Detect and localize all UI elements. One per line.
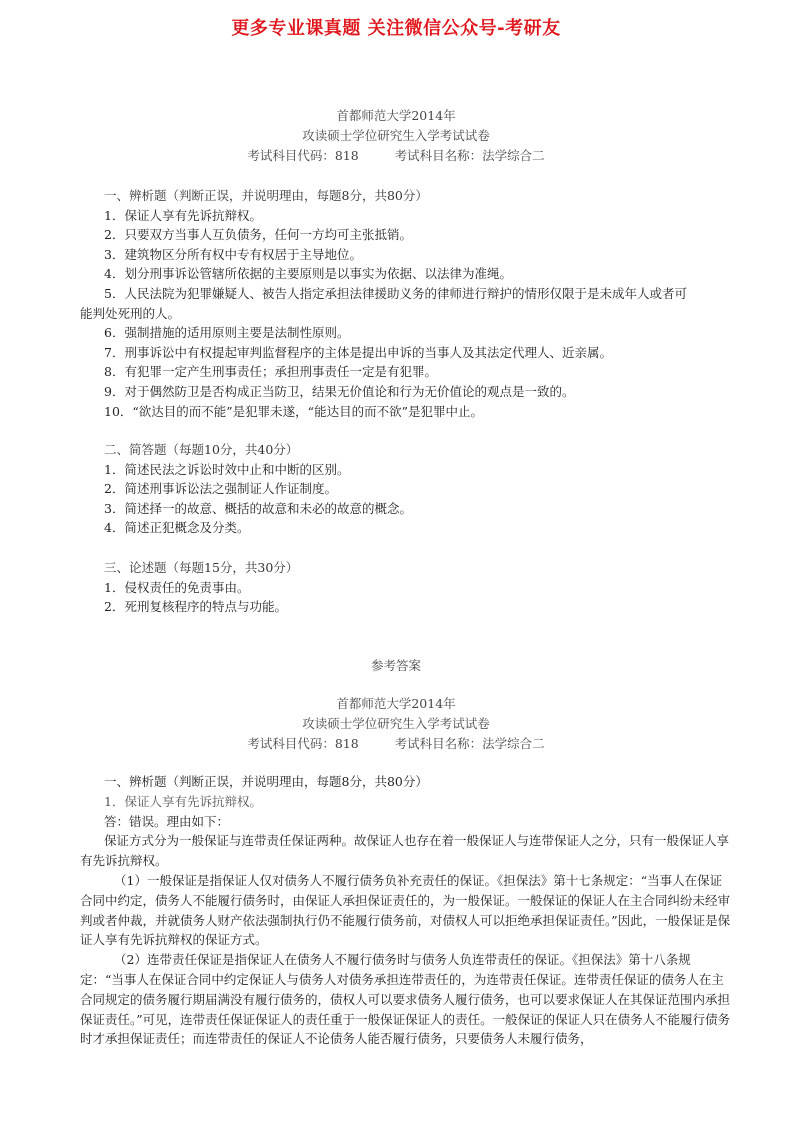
question-item: 1．保证人享有先诉抗辩权。: [104, 207, 262, 223]
exam-header: [0, 106, 792, 166]
question-item: 3．简述择一的故意、概括的故意和未必的故意的概念。: [104, 500, 412, 516]
question-item: 1．侵权责任的免责事由。: [104, 579, 250, 595]
answer-paragraph: （1）一般保证是指保证人仅对债务人不履行债务负补充责任的保证。《担保法》第十七条规定：“当事人在保证合同中约定，债务人不能履行债务时，由保证人承担保证责任的，为一般保证。一般保证的保证人在主合同纠纷未经审判或者仲裁，并就债务人财产依法强制执行仍不能履行债务前，对债权人可以拒绝承担保证责任。”因此，一般保证是保证人享有先诉抗辩权的保证方式。: [80, 872, 731, 948]
subject-name: 考试科目名称：法学综合二: [394, 148, 545, 163]
exam-header-repeat: [0, 694, 792, 754]
promo-banner: 更多专业课真题 关注微信公众号-考研友: [231, 18, 561, 39]
answers-title: 参考答案: [370, 658, 421, 673]
university-year: 首都师范大学2014年: [336, 696, 456, 711]
question-item: 6．强制措施的适用原则主要是法制性原则。: [104, 325, 350, 341]
exam-code-line: [0, 734, 792, 754]
section-heading: 三、论述题（每题15分，共30分）: [104, 560, 299, 575]
answer-verdict: 答：错误。理由如下：: [104, 813, 230, 829]
question-item: 2．简述刑事诉讼法之强制证人作证制度。: [104, 481, 337, 497]
question-item: 9．对于偶然防卫是否构成正当防卫，结果无价值论和行为无价值论的观点是一致的。: [104, 383, 575, 399]
exam-title: 攻读硕士学位研究生入学考试试卷: [302, 128, 490, 143]
section-heading: 二、简答题（每题10分，共40分）: [104, 442, 299, 457]
answer-paragraph: 保证方式分为一般保证与连带责任保证两种。故保证人也存在着一般保证人与连带保证人之分，只有一般保证人享有先诉抗辩权。: [80, 833, 730, 869]
section-discrimination: [80, 186, 744, 421]
question-item: 2．死刑复核程序的特点与功能。: [104, 599, 287, 615]
subject-name: 考试科目名称：法学综合二: [394, 736, 545, 751]
subject-code: 考试科目代码：818: [247, 736, 359, 751]
answer-body: [80, 772, 732, 1049]
exam-code-line: [0, 146, 792, 166]
subject-code: 考试科目代码：818: [247, 148, 359, 163]
section-short-answer: [104, 440, 744, 538]
answer-section-heading: 一、辨析题（判断正误，并说明理由，每题8分，共80分）: [104, 774, 428, 789]
section-heading: 一、辨析题（判断正误，并说明理由，每题8分，共80分）: [104, 188, 428, 203]
question-item: 5．人民法院为犯罪嫌疑人、被告人指定承担法律援助义务的律师进行辩护的情形仅限于是未成年人或者可: [104, 285, 687, 301]
question-item-continued: 能判处死刑的人。: [80, 305, 181, 321]
answer-question: 1．保证人享有先诉抗辩权。: [104, 793, 262, 809]
question-item: 4．划分刑事诉讼管辖所依据的主要原则是以事实为依据、以法律为准绳。: [104, 266, 512, 282]
question-item: 1．简述民法之诉讼时效中止和中断的区别。: [104, 461, 350, 477]
question-item: 7．刑事诉讼中有权提起审判监督程序的主体是提出申诉的当事人及其法定代理人、近亲属。: [104, 344, 612, 360]
answer-paragraph: （2）连带责任保证是指保证人在债务人不履行债务时与债务人负连带责任的保证。《担保法》第十八条规定：“当事人在保证合同中约定保证人与债务人对债务承担连带责任的，为连带责任保证。连带责任保证的债务人在主合同规定的债务履行期届满没有履行债务的，债权人可以要求债务人履行债务，也可以要求保证人在其保证范围内承担保证责任。”可见，连带责任保证保证人的责任重于一般保证保证人的责任。一般保证的保证人只在债务人不能履行债务时才承担保证责任；而连带责任的保证人不论债务人能否履行债务，只要债务人未履行债务，: [80, 952, 731, 1047]
exam-title: 攻读硕士学位研究生入学考试试卷: [302, 716, 490, 731]
question-item: 10．“欲达目的而不能”是犯罪未遂，“能达目的而不欲”是犯罪中止。: [104, 403, 483, 419]
university-year: 首都师范大学2014年: [336, 108, 456, 123]
question-item: 4．简述正犯概念及分类。: [104, 520, 250, 536]
question-item: 2．只要双方当事人互负债务，任何一方均可主张抵销。: [104, 227, 412, 243]
question-item: 8．有犯罪一定产生刑事责任；承担刑事责任一定是有犯罪。: [104, 364, 437, 380]
section-essay: [104, 558, 744, 617]
question-item: 3．建筑物区分所有权中专有权居于主导地位。: [104, 246, 362, 262]
